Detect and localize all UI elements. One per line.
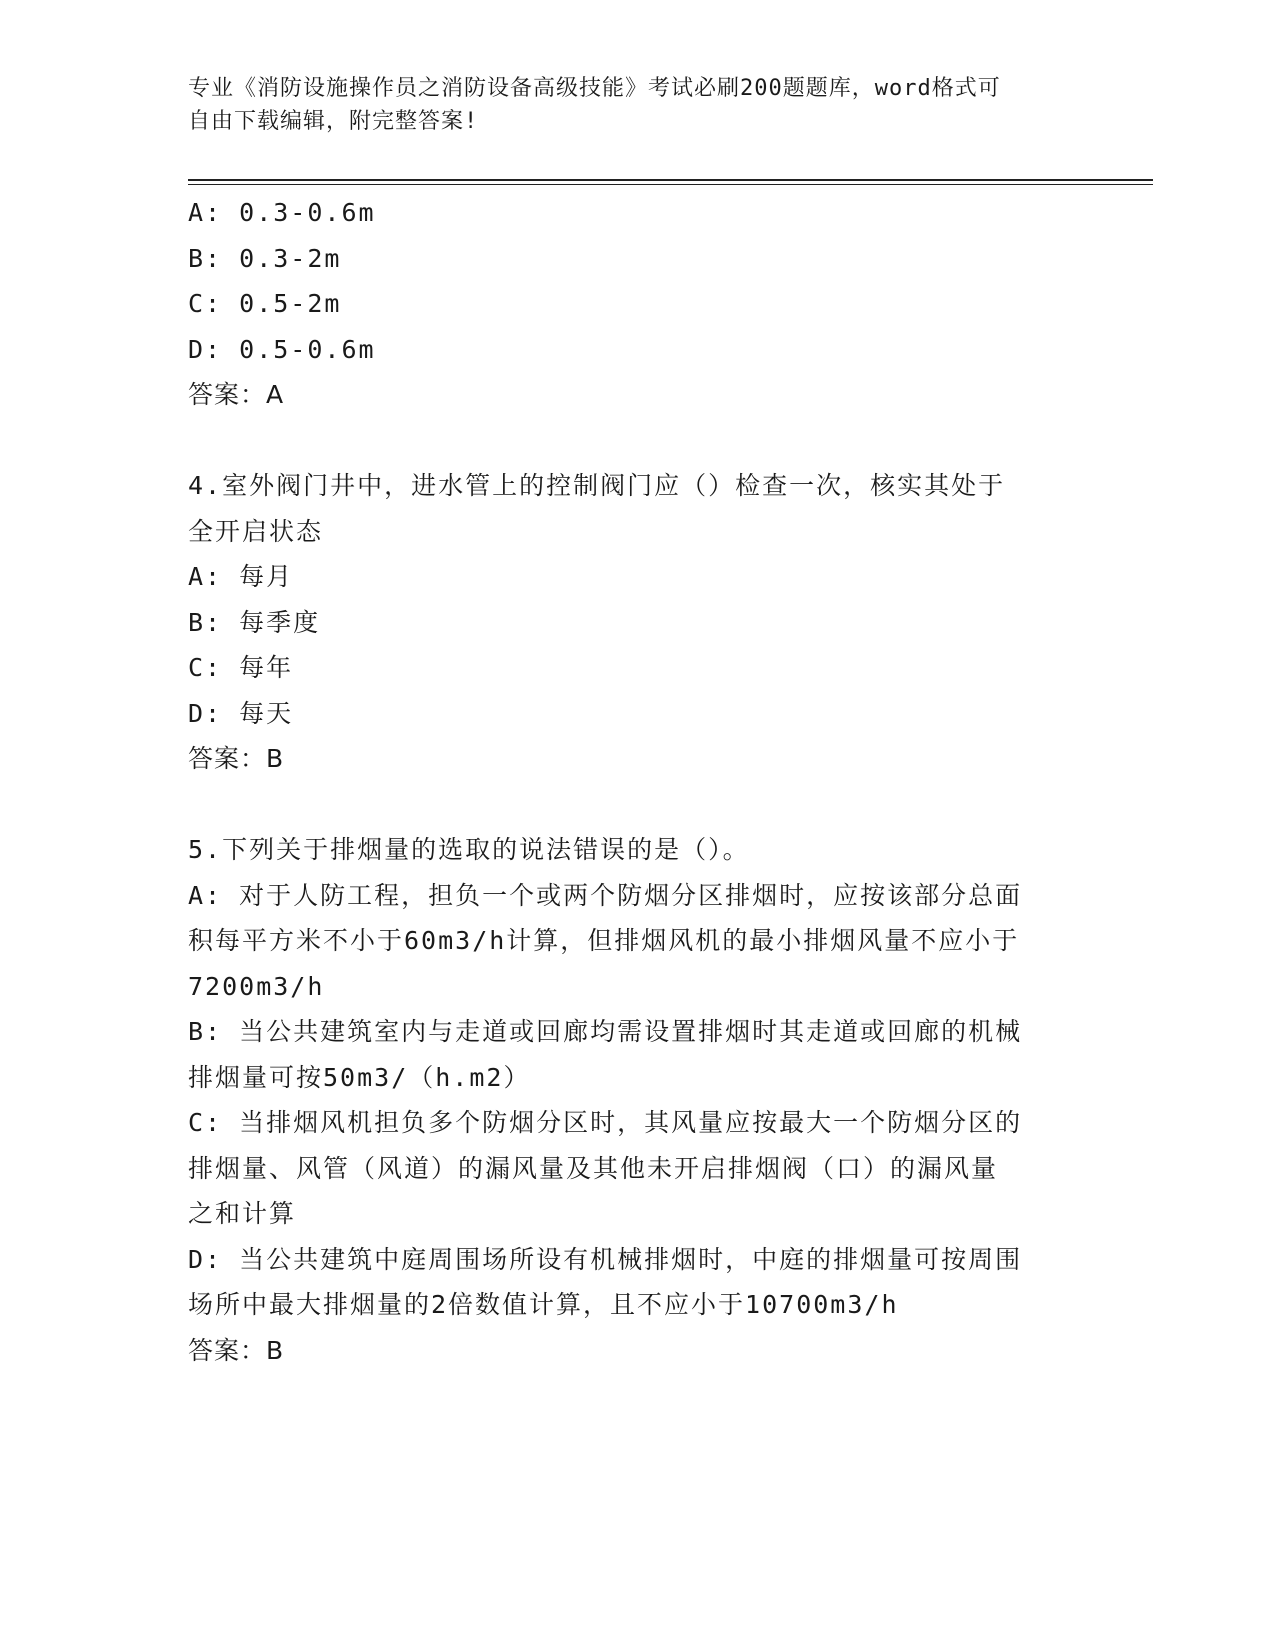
q5-option-a-line-2: 积每平方米不小于60m3/h计算，但排烟风机的最小排烟风量不应小于 <box>188 926 1020 955</box>
q4-option-b: B: 每季度 <box>188 607 321 637</box>
q5-option-c-line-1: C: 当排烟风机担负多个防烟分区时，其风量应按最大一个防烟分区的 <box>188 1108 1023 1137</box>
q4-option-a: A: 每月 <box>188 562 294 591</box>
q4-option-d: D: 每天 <box>188 698 294 728</box>
q4-answer: 答案：B <box>188 744 285 773</box>
q5-option-b-line-1: B: 当公共建筑室内与走道或回廊均需设置排烟时其走道或回廊的机械 <box>188 1017 1023 1046</box>
q5-stem: 5.下列关于排烟量的选取的说法错误的是（）。 <box>188 835 750 864</box>
header-title-line-1: 专业《消防设施操作员之消防设备高级技能》考试必刷200题题库，word格式可 <box>188 76 1001 101</box>
question-4 <box>188 463 1078 782</box>
q5-option-d-line-2: 场所中最大排烟量的2倍数值计算，且不应小于10700m3/h <box>188 1290 899 1319</box>
question-5 <box>188 827 1078 1373</box>
q3-option-c: C: 0.5-2m <box>188 289 342 318</box>
q4-option-c: C: 每年 <box>188 653 294 682</box>
spacer <box>188 418 1078 464</box>
question-3 <box>188 190 1078 418</box>
spacer <box>188 782 1078 828</box>
header-divider <box>188 179 1153 185</box>
header-title-line-2: 自由下载编辑，附完整答案! <box>188 109 479 134</box>
q3-option-a: A: 0.3-0.6m <box>188 198 376 227</box>
q4-stem-line-1: 4.室外阀门井中，进水管上的控制阀门应（）检查一次，核实其处于 <box>188 471 1006 500</box>
q5-option-d-line-1: D: 当公共建筑中庭周围场所设有机械排烟时，中庭的排烟量可按周围 <box>188 1244 1023 1274</box>
q5-option-c-line-3: 之和计算 <box>188 1199 297 1228</box>
q3-answer: 答案：A <box>188 380 285 409</box>
q4-stem-line-2: 全开启状态 <box>188 516 324 546</box>
document-header <box>188 72 1068 138</box>
q5-option-b-line-2: 排烟量可按50m3/（h.m2） <box>188 1062 531 1092</box>
q3-option-d: D: 0.5-0.6m <box>188 334 376 364</box>
q3-option-b: B: 0.3-2m <box>188 243 342 273</box>
question-list <box>188 190 1078 1373</box>
q5-option-c-line-2: 排烟量、风管（风道）的漏风量及其他未开启排烟阀（口）的漏风量 <box>188 1153 999 1183</box>
q5-answer: 答案：B <box>188 1335 285 1365</box>
q5-option-a-line-3: 7200m3/h <box>188 971 325 1001</box>
q5-option-a-line-1: A: 对于人防工程，担负一个或两个防烟分区排烟时，应按该部分总面 <box>188 880 1023 910</box>
